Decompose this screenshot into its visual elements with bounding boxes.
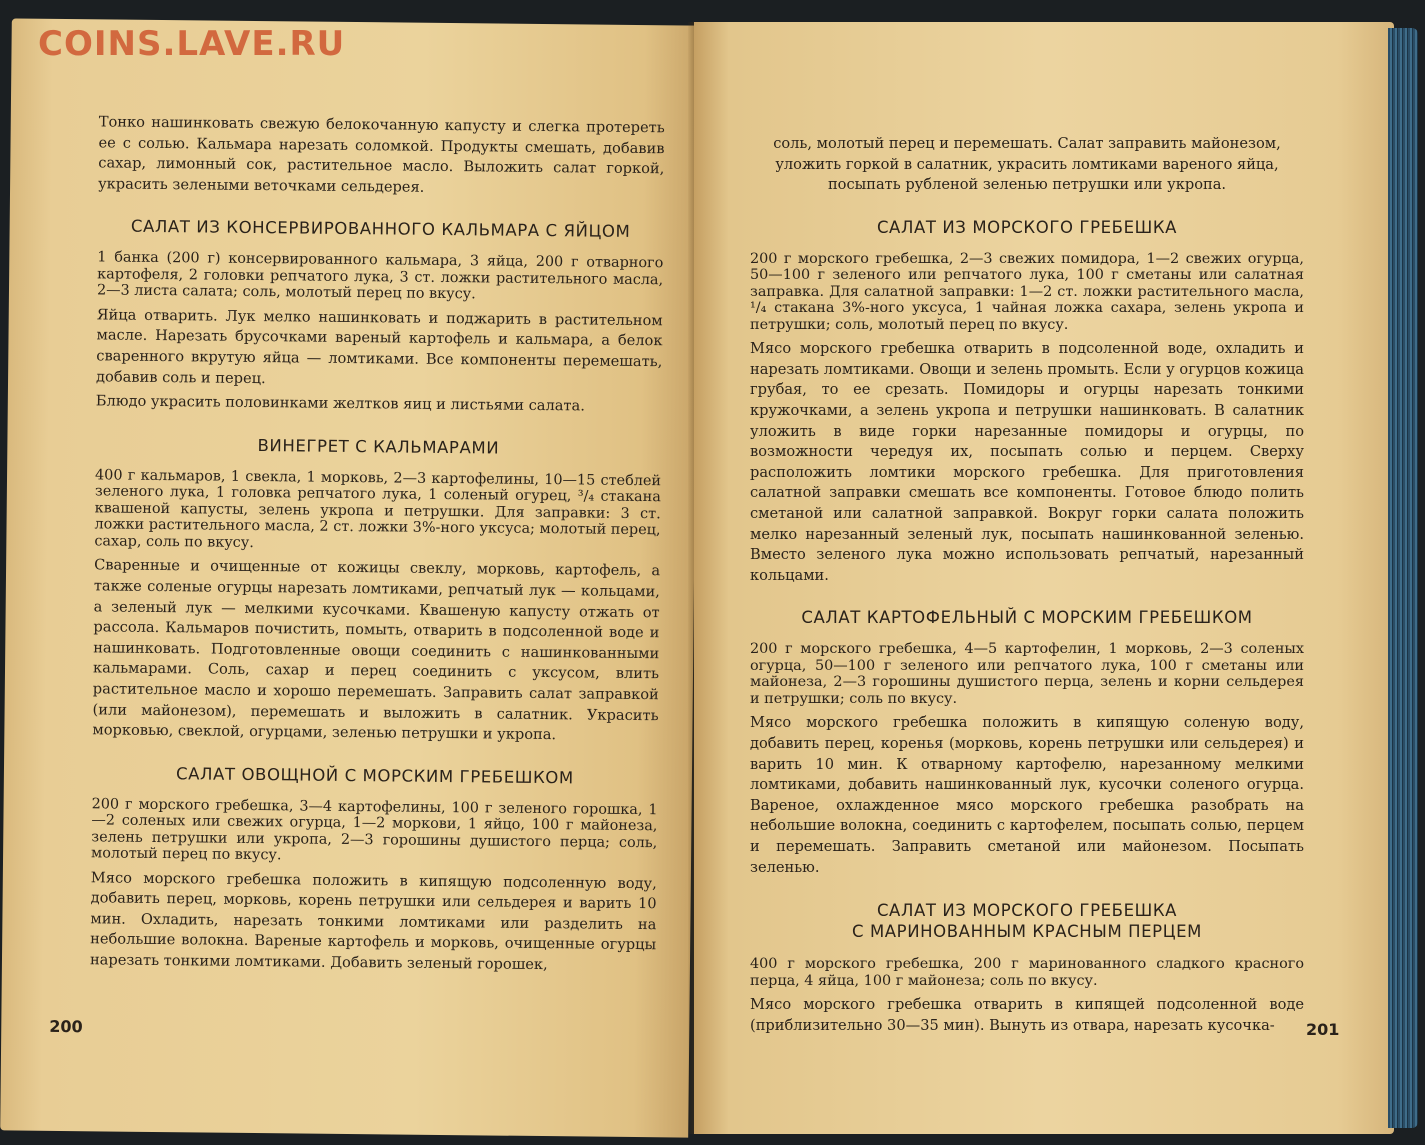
recipe-title-line: С МАРИНОВАННЫМ КРАСНЫМ ПЕРЦЕМ xyxy=(851,922,1202,942)
recipe-title: САЛАТ ОВОЩНОЙ С МОРСКИМ ГРЕБЕШКОМ xyxy=(175,763,574,788)
intro-paragraph: Тонко нашинковать свежую белокочанную капусту и слегка протереть ее с солью. Кальмара нарезать соломкой. Продукты смешать, добавив сахар, лимонный сок, растительное масло. Выложить салат горкой, украсить зелеными веточками сельдерея. xyxy=(98,113,665,196)
book-page-edges xyxy=(1388,28,1418,1128)
recipe-title: САЛАТ ИЗ КОНСЕРВИРОВАННОГО КАЛЬМАРА С ЯЙЦОМ xyxy=(130,217,631,242)
recipe-ingredients: 400 г морского гребешка, 200 г маринованного сладкого красного перца, 4 яйца, 100 г майонеза; соль по вкусу. xyxy=(750,956,1304,989)
recipe-title-line: САЛАТ ИЗ МОРСКОГО ГРЕБЕШКА xyxy=(876,901,1178,921)
recipe-title xyxy=(750,900,1304,942)
recipe-ingredients: 200 г морского гребешка, 4—5 картофелин, 1 морковь, 2—3 соленых огурца, 50—100 г зеленого или репчатого лука, 100 г сметаны или майонеза, 2—3 горошины душистого перца, зелень и корни сельдерея и петрушки; соль по вкусу. xyxy=(750,641,1304,707)
recipe-title: ВИНЕГРЕТ С КАЛЬМАРАМИ xyxy=(257,435,500,458)
left-page-content xyxy=(88,19,666,1137)
recipe-title: САЛАТ КАРТОФЕЛЬНЫЙ С МОРСКИМ ГРЕБЕШКОМ xyxy=(801,608,1253,628)
right-page-content xyxy=(750,22,1304,1134)
recipe-title: САЛАТ ИЗ МОРСКОГО ГРЕБЕШКА xyxy=(876,217,1178,237)
recipe-instructions: Яйца отварить. Лук мелко нашинковать и поджарить в растительном масле. Нарезать брусочками вареный картофель и кальмара, а белок сваренного вкрутую яйца — ломтиками. Все компоненты перемешать, добавив соль и перец. xyxy=(96,306,663,387)
recipe-ingredients: 400 г кальмаров, 1 свекла, 1 морковь, 2—3 картофелины, 10—15 стеблей зеленого лука, 1 головка репчатого лука, 1 соленый огурец, ³/₄ стакана квашеной капусты, зелень укропа и петрушки. Для заправки: 3 ст. ложки растительного масла, 2 ст. ложки 3%-ного уксуса; молотый перец, сахар, соль по вкусу. xyxy=(94,467,662,551)
continuation-paragraph: соль, молотый перец и перемешать. Салат заправить майонезом, уложить горкой в салатник, украсить ломтиками вареного яйца, посыпать рубленой зеленью петрушки или укропа. xyxy=(773,135,1281,194)
recipe-instructions: Мясо морского гребешка положить в кипящую соленую воду, добавить перец, коренья (морковь, корень петрушки или сельдерея) и варить 10 мин. К отварному картофелю, нарезанному мелкими ломтиками, добавить нашинкованный лук, кусочки соленого огурца. Вареное, охлажденное мясо морского гребешка разобрать на небольшие волокна, соединить с картофелем, посыпать солью, перцем и перемешать. Заправить сметаной или майонезом. Посыпать зеленью. xyxy=(750,714,1304,876)
left-page xyxy=(0,18,700,1137)
page-number: 200 xyxy=(49,1016,83,1037)
recipe-ingredients: 200 г морского гребешка, 3—4 картофелины, 100 г зеленого горошка, 1—2 соленых или свежих огурца, 1—2 моркови, 1 яйцо, 100 г майонеза, зелень петрушки или укропа, 2—3 горошины душистого перца; соль, молотый перец по вкусу. xyxy=(91,795,658,864)
recipe-instructions: Сваренные и очищенные от кожицы свеклу, морковь, картофель, а также соленые огурцы нарезать ломтиками, репчатый лук — кольцами, а зеленый лук — мелкими кусочками. Квашеную капусту отжать от рассола. Кальмаров почистить, помыть, отварить в подсоленной воде и нашинковать. Подготовленные овощи соединить с нашинкованными кальмарами. Соль, сахар и перец соединить с уксусом, влить растительное масло и хорошо перемешать. Заправить салат заправкой (или майонезом), перемешать и выложить в салатник. Украсить морковью, свеклой, огурцами, зеленью петрушки и укропа. xyxy=(92,556,661,744)
recipe-instructions: Блюдо украсить половинками желтков яиц и листьями салата. xyxy=(95,392,585,415)
recipe-instructions: Мясо морского гребешка отварить в кипящей подсоленной воде (приблизительно 30—35 мин). Вынуть из отвара, нарезать кусочка- xyxy=(750,996,1304,1034)
watermark: COINS.LAVE.RU xyxy=(38,24,346,64)
right-page xyxy=(694,22,1394,1134)
recipe-ingredients: 200 г морского гребешка, 2—3 свежих помидора, 1—2 свежих огурца, 50—100 г зеленого или репчатого лука, 100 г сметаны или салатная заправка. Для салатной заправки: 1—2 ст. ложки растительного масла, ¹/₄ стакана 3%-ного уксуса, 1 чайная ложка сахара, зелень укропа и петрушки; соль, молотый перец по вкусу. xyxy=(750,250,1304,333)
recipe-instructions: Мясо морского гребешка отварить в подсоленной воде, охладить и нарезать ломтиками. Овощи и зелень промыть. Если у огурцов кожица грубая, то ее срезать. Помидоры и огурцы нарезать тонкими кружочками, а зелень укропа и петрушки нашинковать. В салатник уложить в виде горки нарезанные помидоры и огурцы, по возможности чередуя их, посыпать солью и перцем. Сверху расположить ломтики морского гребешка. Для приготовления салатной заправки смешать все компоненты. Готовое блюдо полить сметаной или салатной заправкой. Вокруг горки салата положить мелко нарезанный зеленый лук, посыпать нашинкованной зеленью. Вместо зеленого лука можно использовать репчатый, нарезанный кольцами. xyxy=(750,340,1304,584)
recipe-instructions: Мясо морского гребешка положить в кипящую подсоленную воду, добавить перец, морковь, корень петрушки или сельдерея и варить 10 мин. Охладить, нарезать тонкими ломтиками или разделить на небольшие волокна. Вареные картофель и морковь, очищенные огурцы нарезать тонкими ломтиками. Добавить зеленый горошек, xyxy=(89,868,657,974)
recipe-ingredients: 1 банка (200 г) консервированного кальмара, 3 яйца, 200 г отварного картофеля, 2 головки репчатого лука, 3 ст. ложки растительного масла, 2—3 листа салата; соль, молотый перец по вкусу. xyxy=(96,249,664,303)
page-number: 201 xyxy=(1306,1020,1340,1039)
